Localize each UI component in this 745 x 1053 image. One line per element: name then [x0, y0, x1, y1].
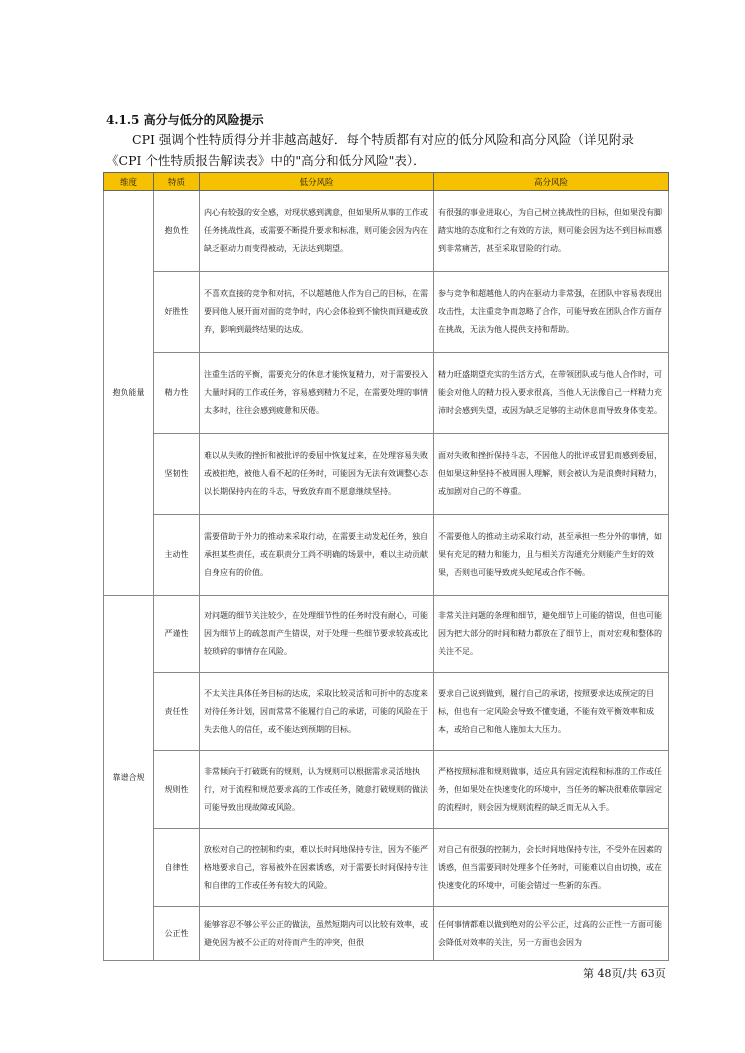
high-risk-cell: 要求自己说到做到，履行自己的承诺，按照要求达成预定的目标，但也有一定风险会导致不懂变通，不能有效平衡效率和成本，或给自己和他人施加太大压力。 [434, 673, 669, 751]
low-risk-cell: 非常倾向于打破既有的规则，认为规则可以根据需求灵活地执行，对于流程和规范要求高的工作或任务，随意打破规则的做法可能导致出现故障或风险。 [200, 751, 434, 829]
header-dimension: 维度 [104, 173, 154, 191]
table-row [104, 673, 669, 751]
high-risk-cell: 严格按照标准和规则做事，适应具有固定流程和标准的工作或任务，但如果处在快速变化的环境中，当任务的解决很难依靠固定的流程时，则会因为规则流程的缺乏而无从入手。 [434, 751, 669, 829]
header-high-risk: 高分风险 [434, 173, 669, 191]
table-row [104, 907, 669, 961]
low-risk-cell: 能够容忍不够公平公正的做法，虽然短期内可以比较有效率，或避免因为被不公正的对待而产生的冲突，但很 [200, 907, 434, 961]
table-row [104, 191, 669, 272]
low-risk-cell: 内心有较强的安全感，对现状感到满意，但如果所从事的工作或任务挑战性高，或需要不断提升要求和标准，则可能会因为内在缺乏驱动力而变得被动，无法达到期望。 [200, 191, 434, 272]
table-row [104, 751, 669, 829]
high-risk-cell: 参与竞争和超越他人的内在驱动力非常强，在团队中容易表现出攻击性，太注重竞争而忽略了合作，可能导致在团队合作方面存在挑战，无法为他人提供支持和帮助。 [434, 272, 669, 353]
dimension-cell: 靠谱合规 [104, 596, 154, 961]
high-risk-cell: 任何事情都难以做到绝对的公平公正，过高的公正性一方面可能会降低对效率的关注，另一方面也会因为 [434, 907, 669, 961]
trait-cell: 主动性 [154, 515, 200, 596]
high-risk-cell: 面对失败和挫折保持斗志，不因他人的批评或冒犯而感到委屈，但如果这种坚持不被周围人理解，则会被认为是浪费时间精力，或加剧对自己的不尊重。 [434, 434, 669, 515]
trait-cell: 严谨性 [154, 596, 200, 673]
low-risk-cell: 难以从失败的挫折和被批评的委屈中恢复过来，在处理容易失败或被拒绝，被他人看不起的任务时，可能因为无法有效调整心态以长期保持内在的斗志，导致放弃而不愿意继续坚持。 [200, 434, 434, 515]
high-risk-cell: 有很强的事业进取心，为自己树立挑战性的目标，但如果没有脚踏实地的态度和行之有效的方法，则可能会因为达不到目标而感到非常痛苦，甚至采取冒险的行动。 [434, 191, 669, 272]
header-low-risk: 低分风险 [200, 173, 434, 191]
table-row [104, 353, 669, 434]
table-row [104, 515, 669, 596]
section-heading: 4.1.5 高分与低分的风险提示 [106, 113, 264, 127]
trait-cell: 抱负性 [154, 191, 200, 272]
low-risk-cell: 对问题的细节关注较少，在处理细节性的任务时没有耐心，可能因为细节上的疏忽而产生错误，对于处理一些细节要求较高或比较琐碎的事情存在风险。 [200, 596, 434, 673]
header-trait: 特质 [154, 173, 200, 191]
trait-cell: 精力性 [154, 353, 200, 434]
high-risk-cell: 不需要他人的推动主动采取行动，甚至承担一些分外的事情，如果有充足的精力和能力，且与相关方沟通充分则能产生好的效果，否则也可能导致虎头蛇尾或合作不畅。 [434, 515, 669, 596]
table-row [104, 829, 669, 907]
high-risk-cell: 对自己有很强的控制力，会长时间地保持专注，不受外在因素的诱惑，但当需要同时处理多个任务时，可能难以自由切换，或在快速变化的环境中，可能会错过一些新的东西。 [434, 829, 669, 907]
intro-paragraph: CPI 强调个性特质得分并非越高越好．每个特质都有对应的低分风险和高分风险（详见附录《CPI 个性特质报告解读表》中的"高分和低分风险"表）． [106, 132, 634, 168]
high-risk-cell: 精力旺盛期望充实的生活方式，在带领团队或与他人合作时，可能会对他人的精力投入要求很高，当他人无法像自己一样精力充沛时会感到失望，或因为缺乏足够的主动休息而导致身体变差。 [434, 353, 669, 434]
table-row [104, 596, 669, 673]
high-risk-cell: 非常关注问题的条理和细节，避免细节上可能的错误，但也可能因为把大部分的时间和精力都放在了细节上，而对宏观和整体的关注不足。 [434, 596, 669, 673]
trait-cell: 规则性 [154, 751, 200, 829]
dimension-cell: 抱负能量 [104, 191, 154, 596]
table-row [104, 272, 669, 353]
trait-cell: 责任性 [154, 673, 200, 751]
risk-table [103, 172, 669, 961]
low-risk-cell: 放松对自己的控制和约束，难以长时间地保持专注，因为不能严格地要求自己，容易被外在因素诱惑，对于需要长时间保持专注和自律的工作或任务有较大的风险。 [200, 829, 434, 907]
low-risk-cell: 不太关注具体任务目标的达成，采取比较灵活和可折中的态度来对待任务计划，因而常常不能履行自己的承诺，可能的风险在于失去他人的信任，或不能达到预期的目标。 [200, 673, 434, 751]
table-row [104, 434, 669, 515]
trait-cell: 自律性 [154, 829, 200, 907]
page-number: 第 48页/共 63页 [583, 967, 666, 980]
trait-cell: 好胜性 [154, 272, 200, 353]
low-risk-cell: 不喜欢直接的竞争和对抗，不以超越他人作为自己的目标，在需要同他人展开面对面的竞争时，内心会体验到不愉快而回避或放弃，影响到最终结果的达成。 [200, 272, 434, 353]
trait-cell: 坚韧性 [154, 434, 200, 515]
table-header-row [104, 173, 669, 191]
low-risk-cell: 注重生活的平衡，需要充分的休息才能恢复精力，对于需要投入大量时间的工作或任务，容易感到精力不足，在需要处理的事情太多时，往往会感到疲惫和厌倦。 [200, 353, 434, 434]
trait-cell: 公正性 [154, 907, 200, 961]
low-risk-cell: 需要借助于外力的推动来采取行动，在需要主动发起任务，独自承担某些责任，或在职责分工尚不明确的场景中，难以主动贡献自身应有的价值。 [200, 515, 434, 596]
